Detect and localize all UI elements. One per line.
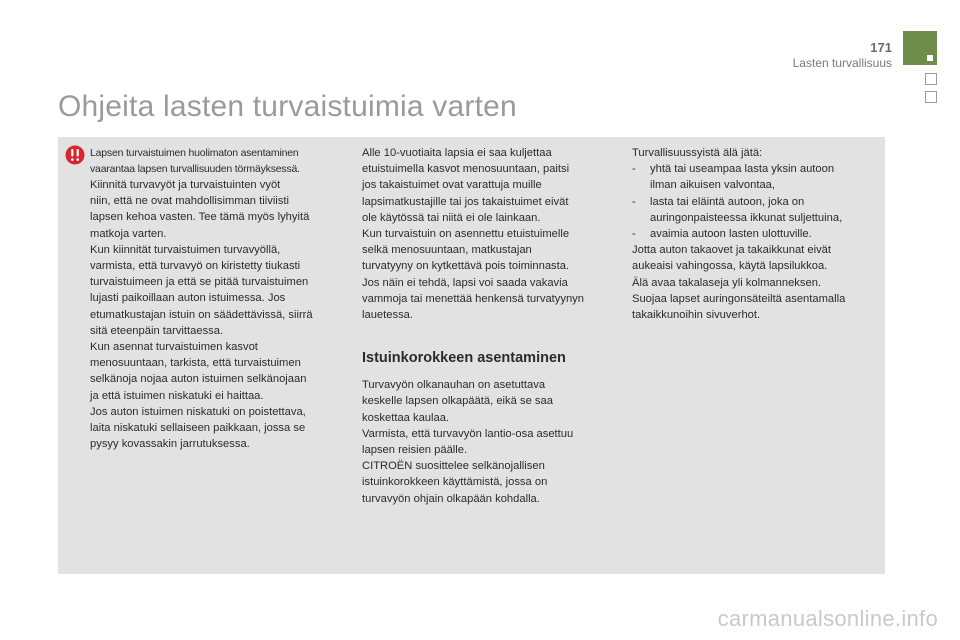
list-item [632, 161, 876, 193]
text-line: lapsimatkustajille tai jos takaistuimet eivät [362, 195, 569, 208]
list-dash: - [632, 228, 636, 241]
text-line: keskelle lapsen olkapäätä, eikä se saa [362, 395, 553, 408]
list-item-text: yhtä tai useampaa lasta yksin autoon [650, 163, 835, 176]
text-line: Kiinnitä turvavyöt ja turvaistuinten vyöt [90, 179, 281, 191]
text-line: lapsen reisien päälle. [362, 444, 468, 457]
text-line: Turvallisuussyistä älä jätä: [632, 147, 763, 159]
warning-double-exclamation-icon [65, 145, 85, 165]
text-line: Jos näin ei tehdä, lapsi voi saada vakavia [362, 276, 568, 289]
list-item-text: ilman aikuisen valvontaa, [650, 179, 775, 192]
text-line: turvatyyny on kytkettävä pois toiminnasta. [362, 260, 570, 273]
text-line: Suojaa lapset auringonsäteiltä asentamalla [632, 292, 846, 305]
text-line: selkä menosuuntaan, matkustajan [362, 244, 532, 257]
text-line: sitä eteenpäin tarvittaessa. [90, 324, 224, 337]
column-left [90, 145, 348, 452]
list-item-text: lasta tai eläintä autoon, joka on [650, 195, 805, 208]
text-line: etumatkustajan istuin on säädettävissä, siirrä [90, 308, 313, 321]
text-line: takaikkunoihin sivuverhot. [632, 309, 761, 322]
column-right [632, 145, 876, 323]
list-dash: - [632, 163, 636, 176]
list-dash: - [632, 195, 636, 208]
text-line: Jos auton istuimen niskatuki on poistettava, [90, 405, 306, 418]
text-line: koskettaa kaulaa. [362, 411, 450, 424]
subheading: Istuinkorokkeen asentaminen [362, 350, 566, 367]
section-tab-active[interactable] [903, 31, 937, 65]
text-line: Kun asennat turvaistuimen kasvot [90, 341, 258, 354]
text-line: selkänoja nojaa auton istuimen selkänojaan [90, 373, 307, 386]
section-title: Lasten turvallisuus [792, 56, 892, 70]
list-item [632, 226, 876, 242]
text-line: jos takaistuimet ovat varattuja muille [362, 179, 542, 192]
text-line: varmista, että turvavyö on kiristetty tiukasti [90, 260, 301, 273]
text-line: Kun turvaistuin on asennettu etuistuimelle [362, 228, 570, 241]
text-line: Älä avaa takalaseja yli kolmanneksen. [632, 276, 822, 289]
text-line: Varmista, että turvavyön lantio-osa asettuu [362, 427, 574, 440]
list-item [632, 194, 876, 226]
text-line: etuistuimella kasvot menosuuntaan, paitsi [362, 163, 570, 176]
text-line: ja että istuimen niskatuki ei haittaa. [90, 389, 264, 402]
text-line: pysyy kovassakin jarrutuksessa. [90, 438, 250, 451]
text-line: niin, että ne ovat mahdollisimman tiiviisti [90, 195, 289, 208]
text-line: vaarantaa lapsen turvallisuuden törmäyksessä. [90, 163, 300, 175]
list-item-text: avaimia autoon lasten ulottuville. [650, 228, 812, 241]
page-title: Ohjeita lasten turvaistuimia varten [58, 90, 517, 123]
text-line: CITROËN suosittelee selkänojallisen [362, 460, 545, 473]
column-middle [362, 145, 614, 507]
text-line: matkoja varten. [90, 227, 167, 240]
section-tab[interactable] [925, 91, 937, 103]
text-line: turvaistuimeen ja että se pitää turvaistuimen [90, 276, 309, 289]
text-line: menosuuntaan, tarkista, että turvaistuimen [90, 357, 301, 370]
text-line: Jotta auton takaovet ja takaikkunat eivät [632, 244, 832, 257]
text-line: laita niskatuki sellaiseen paikkaan, jossa se [90, 422, 306, 435]
text-line: lujasti paikoillaan auton istuimessa. Jos [90, 292, 286, 305]
text-line: Lapsen turvaistuimen huolimaton asentaminen [90, 147, 299, 159]
text-line: Alle 10-vuotiaita lapsia ei saa kuljettaa [362, 147, 552, 159]
text-line: lauetessa. [362, 309, 413, 322]
list-item-text: auringonpaisteessa ikkunat suljettuina, [650, 211, 843, 224]
text-line: lapsen kehoa vasten. Tee tämä myös lyhyitä [90, 211, 310, 224]
text-line: istuinkorokkeen käyttämistä, jossa on [362, 476, 548, 489]
text-line: turvavyön ohjain olkapään kohdalla. [362, 492, 540, 505]
page-number: 171 [870, 40, 892, 55]
text-line: Kun kiinnität turvaistuimen turvavyöllä, [90, 243, 281, 256]
watermark: carmanualsonline.info [717, 606, 938, 631]
section-tab[interactable] [925, 73, 937, 85]
text-line: Turvavyön olkanauhan on asetuttava [362, 379, 546, 392]
warning-text [90, 145, 348, 177]
text-line: ole käytössä tai niitä ei ole lainkaan. [362, 211, 541, 224]
text-line: aukeaisi vahingossa, käytä lapsilukkoa. [632, 260, 828, 273]
content-panel [58, 137, 885, 574]
tab-marker [927, 55, 933, 61]
text-line: vammoja tai menettää henkensä turvatyynyn [362, 292, 585, 305]
